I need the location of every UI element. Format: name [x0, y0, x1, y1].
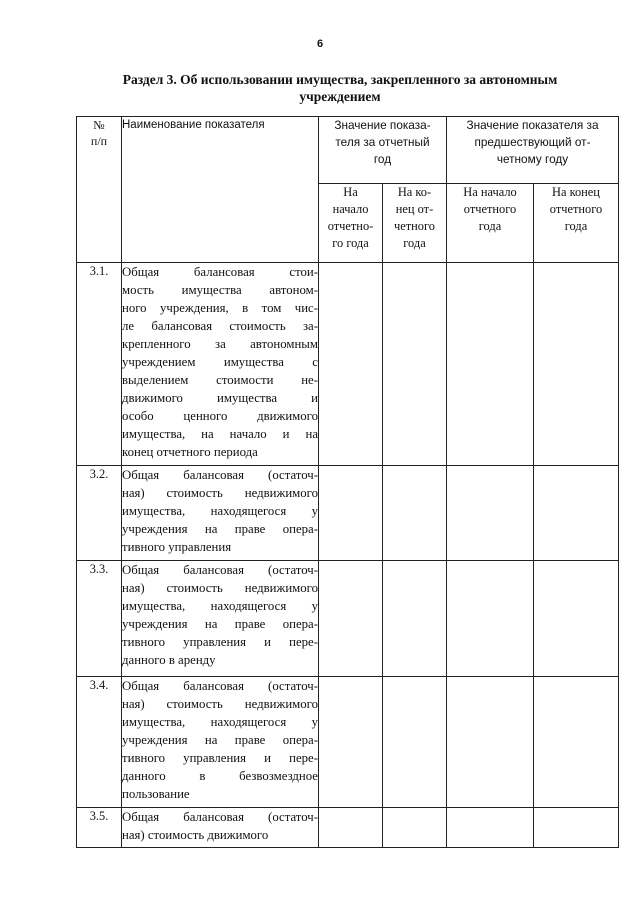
indicator-text-line: ная) стоимость движимого	[122, 828, 269, 842]
header-line: начало	[332, 202, 369, 216]
header-previous-end	[534, 184, 619, 263]
table-row	[77, 677, 619, 808]
table-row	[77, 808, 619, 848]
indicator-text-line: учреждения на праве опера-	[122, 733, 318, 747]
value-previous-start	[447, 466, 534, 561]
header-line: года	[564, 219, 588, 233]
header-indicator-name: Наименование показателя	[122, 117, 319, 263]
header-previous-start	[447, 184, 534, 263]
indicator-text-line: имущества, находящегося у	[122, 599, 318, 613]
header-previous-year	[447, 117, 619, 184]
value-current-start	[319, 561, 383, 677]
row-number: 3.4.	[77, 677, 122, 808]
header-line: На ко-	[397, 185, 432, 199]
indicator-text-line: ная) стоимость недвижимого	[122, 486, 318, 500]
section-title	[100, 71, 580, 105]
indicator-text-line: Общая балансовая (остаточ-	[122, 468, 318, 482]
value-current-start	[319, 466, 383, 561]
indicator-text-line: имущества, на начало и на	[122, 427, 318, 441]
row-indicator-name	[122, 263, 319, 466]
value-previous-start	[447, 561, 534, 677]
page-number: 6	[316, 38, 324, 50]
value-current-start	[319, 808, 383, 848]
table-row	[77, 561, 619, 677]
header-line: Значение показателя за	[466, 118, 599, 132]
indicator-text-line: выделением стоимости не-	[122, 373, 318, 387]
header-row-top	[77, 117, 619, 184]
header-line: На конец	[552, 185, 600, 199]
section-title-line-1: Раздел 3. Об использовании имущества, закрепленного за автономным	[122, 72, 558, 87]
table-row	[77, 466, 619, 561]
indicator-text-line: крепленного за автономным	[122, 337, 318, 351]
header-line: года	[403, 236, 426, 250]
indicator-text-line: тивного управления	[122, 540, 232, 554]
indicator-text-line: ле балансовая стоимость за-	[122, 319, 318, 333]
indicator-text-line: учреждением имущества с	[122, 355, 318, 369]
header-line: года	[478, 219, 502, 233]
value-previous-end	[534, 677, 619, 808]
indicator-text-line: учреждения на праве опера-	[122, 617, 318, 631]
section-title-line-2: учреждением	[299, 89, 381, 104]
header-line: На начало	[463, 185, 517, 199]
value-current-end	[383, 561, 447, 677]
indicator-text-line: движимого имущества и	[122, 391, 318, 405]
indicator-text-line: Общая балансовая (остаточ-	[122, 679, 318, 693]
header-line: На	[343, 185, 358, 199]
indicator-text-line: тивного управления и пере-	[122, 751, 318, 765]
row-number: 3.1.	[77, 263, 122, 466]
row-number: 3.5.	[77, 808, 122, 848]
header-line: отчетного	[463, 202, 517, 216]
header-current-year	[319, 117, 447, 184]
value-previous-start	[447, 808, 534, 848]
indicator-text-line: данного в безвозмездное	[122, 769, 318, 783]
value-current-end	[383, 808, 447, 848]
indicator-text-line: Общая балансовая (остаточ-	[122, 810, 318, 824]
value-current-start	[319, 263, 383, 466]
header-number-cell	[77, 117, 122, 263]
value-previous-end	[534, 263, 619, 466]
indicator-text-line: ная) стоимость недвижимого	[122, 581, 318, 595]
indicator-text-line: тивного управления и пере-	[122, 635, 318, 649]
indicator-text-line: мость имущества автоном-	[122, 283, 318, 297]
value-previous-end	[534, 808, 619, 848]
row-indicator-name	[122, 561, 319, 677]
header-number-sign: №	[93, 118, 105, 132]
header-line: нец от-	[395, 202, 434, 216]
row-indicator-name	[122, 466, 319, 561]
row-number: 3.2.	[77, 466, 122, 561]
table-row	[77, 263, 619, 466]
header-line: теля за отчетный	[335, 135, 430, 149]
indicator-text-line: учреждения на праве опера-	[122, 522, 318, 536]
header-current-end	[383, 184, 447, 263]
value-previous-end	[534, 466, 619, 561]
value-current-end	[383, 677, 447, 808]
header-line: четного	[394, 219, 435, 233]
indicator-text-line: Общая балансовая (остаточ-	[122, 563, 318, 577]
header-line: предшествующий от-	[474, 135, 591, 149]
indicator-text-line: конец отчетного периода	[122, 445, 258, 459]
header-line: го года	[332, 236, 369, 250]
indicator-text-line: имущества, находящегося у	[122, 504, 318, 518]
indicator-text-line: пользование	[122, 787, 190, 801]
value-previous-start	[447, 263, 534, 466]
header-line: четному году	[496, 152, 569, 166]
indicator-text-line: ного учреждения, в том чис-	[122, 301, 318, 315]
header-line: Значение показа-	[334, 118, 431, 132]
indicator-text-line: Общая балансовая стои-	[122, 265, 318, 279]
value-current-end	[383, 263, 447, 466]
value-previous-start	[447, 677, 534, 808]
row-number: 3.3.	[77, 561, 122, 677]
row-indicator-name	[122, 808, 319, 848]
indicator-text-line: особо ценного движимого	[122, 409, 318, 423]
header-line: год	[373, 152, 392, 166]
value-current-end	[383, 466, 447, 561]
indicator-text-line: данного в аренду	[122, 653, 216, 667]
header-current-start	[319, 184, 383, 263]
value-previous-end	[534, 561, 619, 677]
row-indicator-name	[122, 677, 319, 808]
property-usage-table	[76, 116, 619, 848]
indicator-text-line: имущества, находящегося у	[122, 715, 318, 729]
header-number-label: п/п	[90, 134, 108, 148]
header-line: отчетного	[549, 202, 603, 216]
indicator-text-line: ная) стоимость недвижимого	[122, 697, 318, 711]
header-line: отчетно-	[327, 219, 374, 233]
value-current-start	[319, 677, 383, 808]
